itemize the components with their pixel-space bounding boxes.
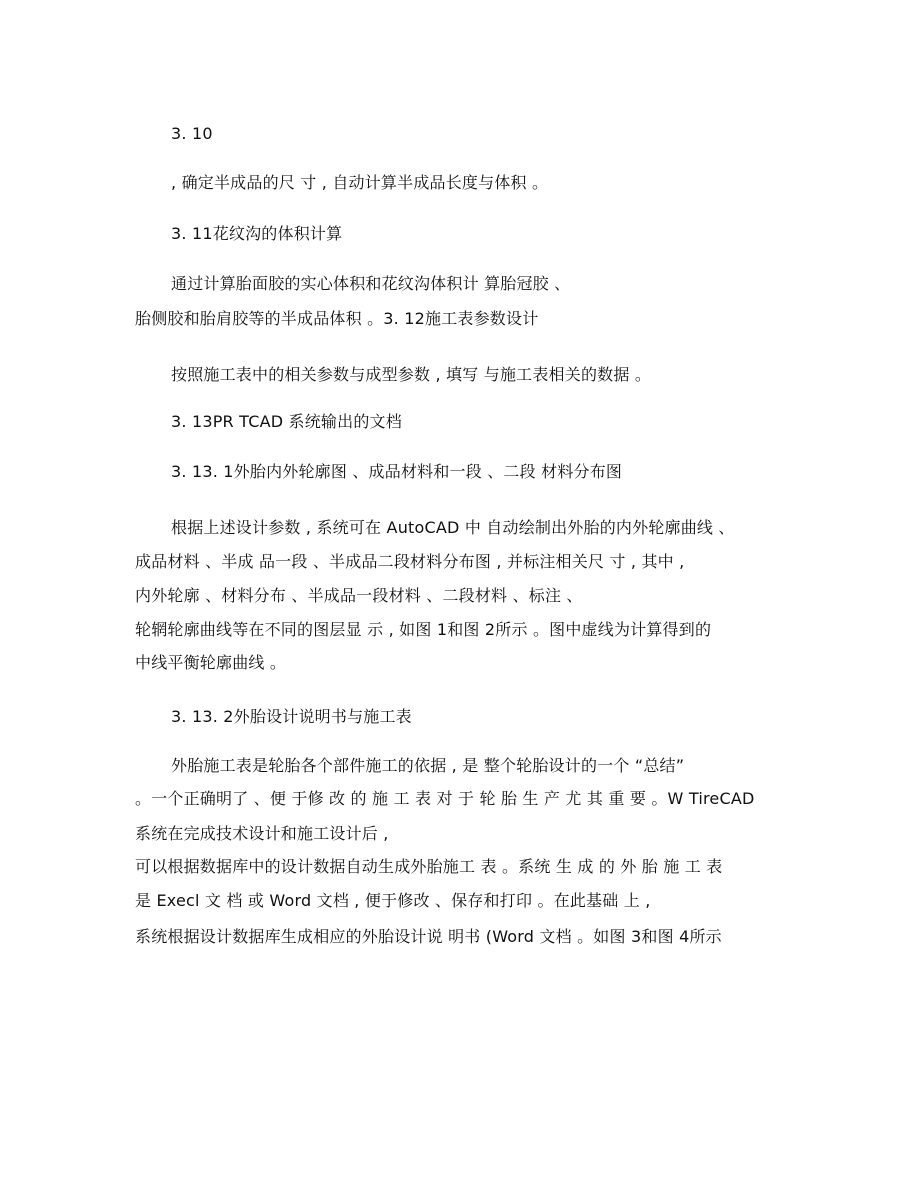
paragraph-line: 内外轮廓 、材料分布 、半成品一段材料 、二段材料 、标注 、 bbox=[135, 586, 583, 605]
paragraph-line: 是 Execl 文 档 或 Word 文档 , 便于修改 、保存和打印 。在此基础 上 , bbox=[135, 891, 651, 910]
paragraph-line: 根据上述设计参数 , 系统可在 AutoCAD 中 自动绘制出外胎的内外轮廓曲线 、 bbox=[171, 518, 735, 537]
paragraph-line: 外胎施工表是轮胎各个部件施工的依据 , 是 整个轮胎设计的一个 “总结” bbox=[171, 756, 685, 775]
section-heading-3-13-1: 3. 13. 1外胎内外轮廓图 、成品材料和一段 、二段 材料分布图 bbox=[171, 462, 623, 481]
paragraph-line: 成品材料 、半成 品一段 、半成品二段材料分布图 , 并标注相关尺 寸 , 其中 , bbox=[135, 552, 685, 571]
section-heading-3-13-2: 3. 13. 2外胎设计说明书与施工表 bbox=[171, 707, 412, 726]
paragraph-line: 可以根据数据库中的设计数据自动生成外胎施工 表 。系统 生 成 的 外 胎 施 工 表 bbox=[135, 857, 723, 876]
section-heading-3-11: 3. 11花纹沟的体积计算 bbox=[171, 224, 343, 243]
paragraph-line: 系统在完成技术设计和施工设计后 , bbox=[135, 824, 389, 843]
section-heading-3-13: 3. 13PR TCAD 系统输出的文档 bbox=[171, 412, 402, 431]
paragraph-line: 轮辋轮廓曲线等在不同的图层显 示 , 如图 1和图 2所示 。图中虚线为计算得到的 bbox=[135, 620, 712, 639]
paragraph-line: 。一个正确明了 、便 于修 改 的 施 工 表 对 于 轮 胎 生 产 尤 其 重 要 。W TireCAD bbox=[135, 789, 755, 808]
paragraph-line: 按照施工表中的相关参数与成型参数 , 填写 与施工表相关的数据 。 bbox=[171, 365, 652, 384]
paragraph-line: 中线平衡轮廓曲线 。 bbox=[135, 653, 287, 672]
paragraph-line: , 确定半成品的尺 寸 , 自动计算半成品长度与体积 。 bbox=[171, 173, 549, 192]
paragraph-line: 系统根据设计数据库生成相应的外胎设计说 明书 (Word 文档 。如图 3和图 4所示 bbox=[135, 927, 722, 946]
paragraph-line: 通过计算胎面胶的实心体积和花纹沟体积计 算胎冠胶 、 bbox=[171, 274, 571, 293]
paragraph-line: 胎侧胶和胎肩胶等的半成品体积 。3. 12施工表参数设计 bbox=[135, 309, 539, 328]
section-heading-3-10: 3. 10 bbox=[171, 124, 213, 143]
